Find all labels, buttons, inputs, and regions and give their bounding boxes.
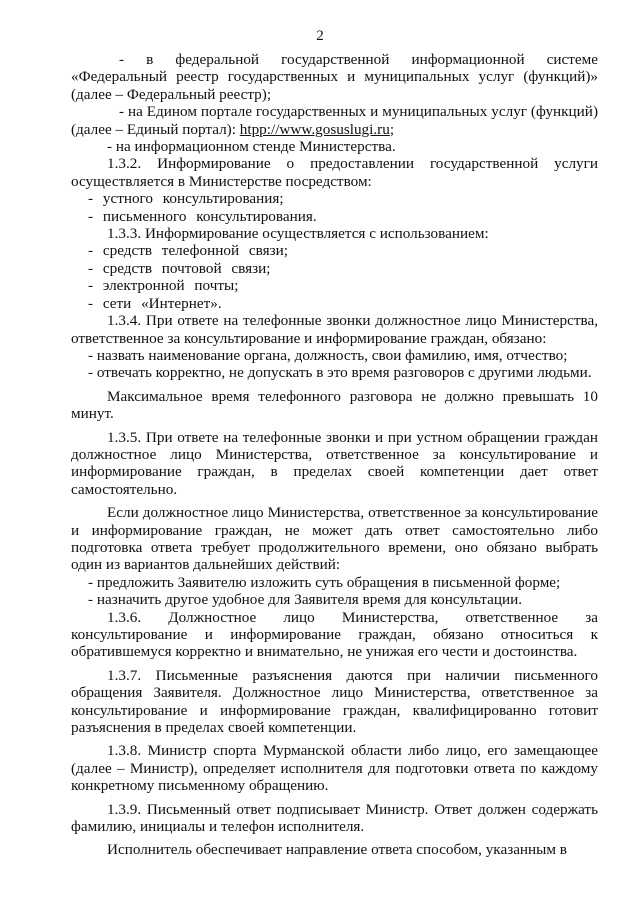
paragraph-1-3-3: 1.3.3. Информирование осуществляется с использованием:: [107, 225, 489, 243]
list-item-email: - электронной почты;: [88, 277, 239, 295]
portal-link-punctuation: ;: [389, 120, 395, 138]
gosuslugi-link[interactable]: htpp://www.gosuslugi.ru: [239, 120, 390, 138]
paragraph-1-3-7: 1.3.7. Письменные разъяснения даются при наличии письменного обращения Заявителя. Должностное лицо Министерства, ответственное за консультирование и информирование граждан, квалифицированно готовит разъяснения в пределах своей компетенции.: [71, 666, 598, 737]
list-item-written-consulting: - письменного консультирования.: [88, 207, 317, 225]
list-item-oral-consulting: - устного консультирования;: [88, 190, 284, 208]
paragraph-1-3-9: 1.3.9. Письменный ответ подписывает Министр. Ответ должен содержать фамилию, инициалы и телефон исполнителя.: [71, 800, 598, 836]
list-item-telephone: - средств телефонной связи;: [88, 242, 288, 260]
list-item-offer-written: - предложить Заявителю изложить суть обращения в письменной форме;: [88, 573, 561, 591]
list-item-name-organ: - назвать наименование органа, должность, свои фамилию, имя, отчество;: [88, 346, 568, 364]
paragraph-1-3-8: 1.3.8. Министр спорта Мурманской области либо лицо, его замещающее (далее – Министр), определяет исполнителя для подготовки ответа по каждому конкретному письменному обращению.: [71, 742, 598, 795]
paragraph-unified-portal: [71, 103, 598, 138]
list-item-postal: - средств почтовой связи;: [88, 259, 271, 277]
page-number: 2: [316, 28, 324, 44]
paragraph-info-stand: - на информационном стенде Министерства.: [107, 138, 396, 156]
paragraph-1-3-5: 1.3.5. При ответе на телефонные звонки и при устном обращении граждан должностное лицо Министерства, ответственное за консультирование и информирование граждан, в пределах своей компетенции дает ответ самостоятельно.: [71, 428, 598, 498]
list-item-answer-correctly: - отвечать корректно, не допускать в это время разговоров с другими людьми.: [88, 364, 592, 382]
paragraph-1-3-4: 1.3.4. При ответе на телефонные звонки должностное лицо Министерства, ответственное за консультирование и информирование граждан, обязано:: [71, 312, 598, 347]
paragraph-if-unable: Если должностное лицо Министерства, ответственное за консультирование и информирование граждан, не может дать ответ самостоятельно либо подготовка ответа требует продолжительного времени, оно обязано выбрать один из вариантов дальнейших действий:: [71, 504, 598, 574]
list-item-internet: - сети «Интернет».: [88, 294, 222, 312]
paragraph-max-call-time: Максимальное время телефонного разговора не должно превышать 10 минут.: [71, 387, 598, 423]
document-body: [71, 51, 598, 859]
list-item-another-time: - назначить другое удобное для Заявителя время для консультации.: [88, 591, 523, 609]
paragraph-1-3-2: 1.3.2. Информирование о предоставлении государственной услуги осуществляется в Министерстве посредством:: [71, 155, 598, 190]
paragraph-unified-portal-text: - на Едином портале государственных и муниципальных услуг (функций) (далее – Единый портал):: [71, 103, 598, 138]
paragraph-1-3-6: 1.3.6. Должностное лицо Министерства, ответственное за консультирование и информирование граждан, обязано относиться к обратившемуся корректно и внимательно, не унижая его чести и достоинства.: [71, 608, 598, 661]
paragraph-federal-registry: - в федеральной государственной информационной системе «Федеральный реестр государственных и муниципальных услуг (функций)» (далее – Федеральный реестр);: [71, 51, 598, 103]
paragraph-executor: Исполнитель обеспечивает направление ответа способом, указанным в: [107, 841, 567, 859]
